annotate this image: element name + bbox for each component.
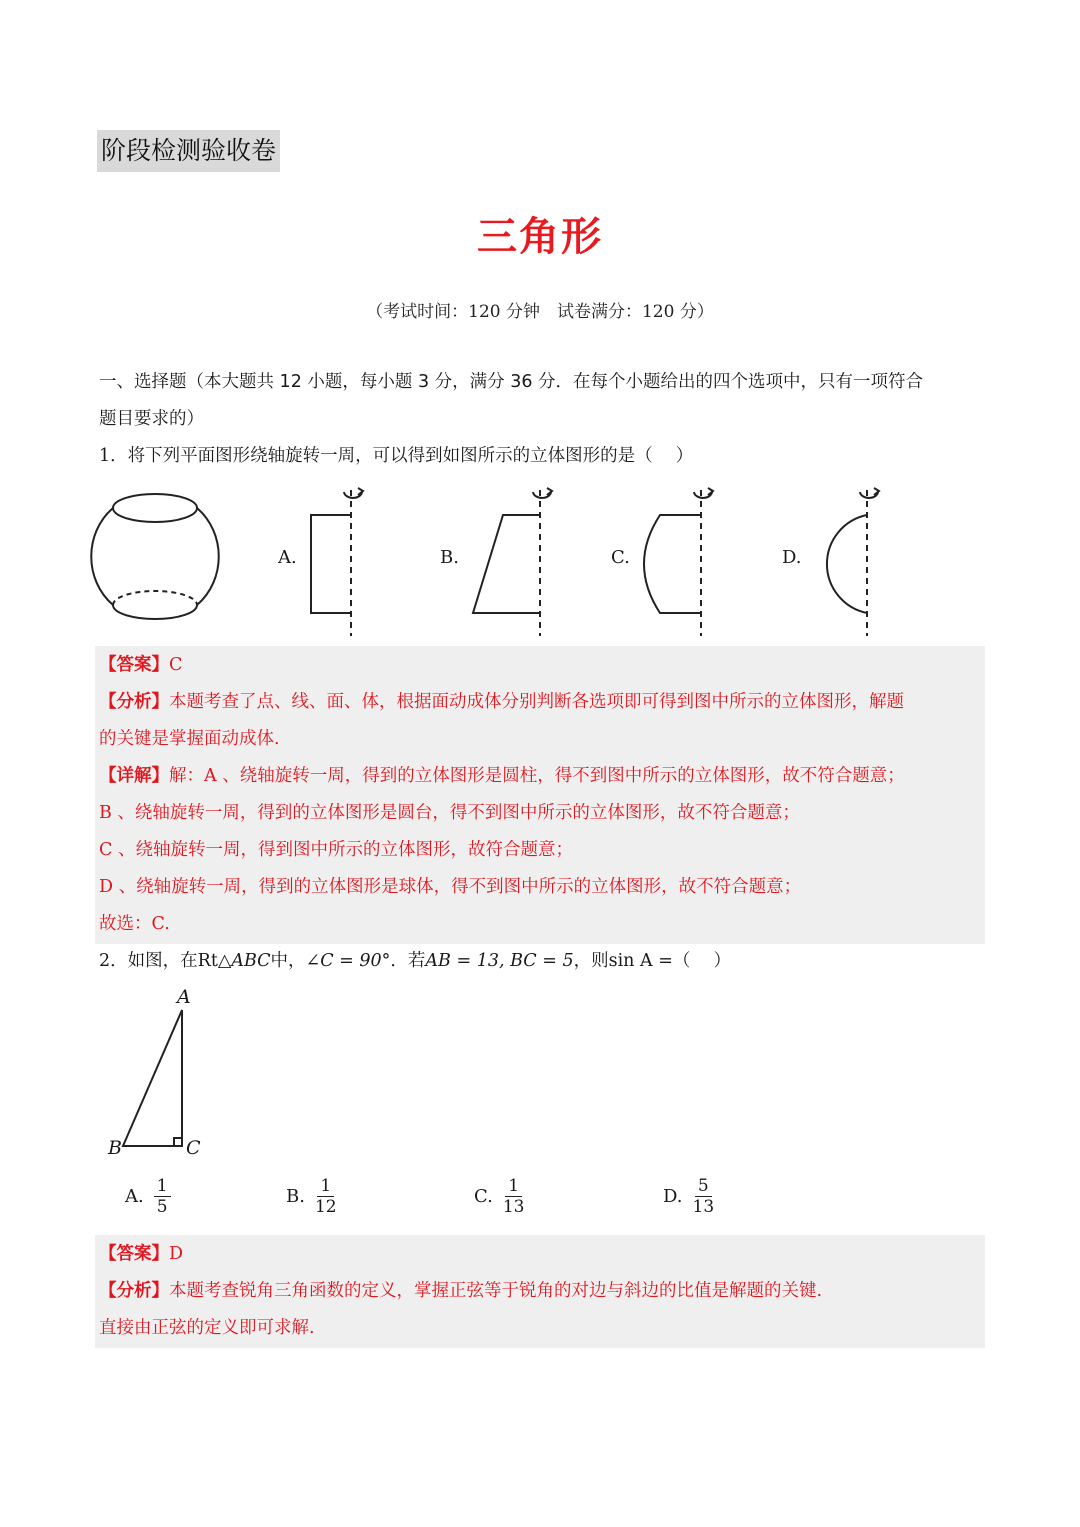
- q2-vertex-a-label: A: [177, 986, 191, 1008]
- q1-analysis-line1: 【分析】本题考查了点、线、面、体，根据面动成体分别判断各选项即可得到图中所示的立体图形，解题: [99, 692, 904, 712]
- q1-detail-line1: 【详解】解：A 、绕轴旋转一周，得到的立体图形是圆柱，得不到图中所示的立体图形，故不符合题意；: [99, 766, 905, 786]
- q1-figures: [90, 478, 990, 643]
- q2-choice-c: C. $\frac{1}{13}$: [474, 1176, 525, 1217]
- q2-vertex-c-label: C: [186, 1137, 201, 1159]
- q1-conclusion: 故选：C.: [99, 914, 170, 934]
- exam-tag: 阶段检测验收卷: [97, 130, 280, 172]
- q1-stem: 1．将下列平面图形绕轴旋转一周，可以得到如图所示的立体图形的是（ ）: [99, 446, 694, 466]
- section-heading-line1: 一、选择题（本大题共 12 小题，每小题 3 分，满分 36 分．在每个小题给出的四个选项中，只有一项符合: [99, 372, 924, 392]
- q1-option-a-label: A.: [278, 547, 297, 568]
- q1-answer: 【答案】C: [99, 655, 183, 675]
- q2-choice-a: A. $\frac{1}{5}$: [125, 1176, 171, 1217]
- q1-option-b-label: B.: [440, 547, 459, 568]
- q1-option-b-figure: [473, 488, 552, 636]
- q1-option-c-label: C.: [611, 547, 630, 568]
- q1-detail-line2: B 、绕轴旋转一周，得到的立体图形是圆台，得不到图中所示的立体图形，故不符合题意；: [99, 803, 800, 823]
- q2-triangle-figure: [100, 985, 220, 1160]
- q2-stem: 2．如图，在Rt△ABC中，∠C = 90°．若AB = 13, BC = 5，则sin A =（ ）: [99, 951, 731, 971]
- q2-answer: 【答案】D: [99, 1244, 184, 1264]
- page-title: 三角形: [477, 214, 603, 260]
- q2-choice-b: B. $\frac{1}{12}$: [286, 1176, 337, 1217]
- section-heading-line2: 题目要求的）: [99, 409, 204, 429]
- q1-option-d-figure: [827, 488, 879, 636]
- q1-analysis-line2: 的关键是掌握面动成体.: [99, 729, 280, 749]
- q1-solid-figure: [91, 494, 219, 619]
- q1-detail-line3: C 、绕轴旋转一周，得到图中所示的立体图形，故符合题意；: [99, 840, 573, 860]
- q1-option-a-figure: [311, 488, 363, 636]
- exam-info: （考试时间：120 分钟 试卷满分：120 分）: [366, 302, 714, 322]
- q2-analysis-line1: 【分析】本题考查锐角三角函数的定义，掌握正弦等于锐角的对边与斜边的比值是解题的关键.: [99, 1281, 823, 1301]
- q2-vertex-b-label: B: [108, 1137, 122, 1159]
- q1-detail-line4: D 、绕轴旋转一周，得到的立体图形是球体，得不到图中所示的立体图形，故不符合题意；: [99, 877, 802, 897]
- q1-option-c-figure: [644, 488, 713, 636]
- q1-option-d-label: D.: [782, 547, 802, 568]
- q2-analysis-line2: 直接由正弦的定义即可求解.: [99, 1318, 315, 1338]
- q2-choice-d: D. $\frac{5}{13}$: [663, 1176, 715, 1217]
